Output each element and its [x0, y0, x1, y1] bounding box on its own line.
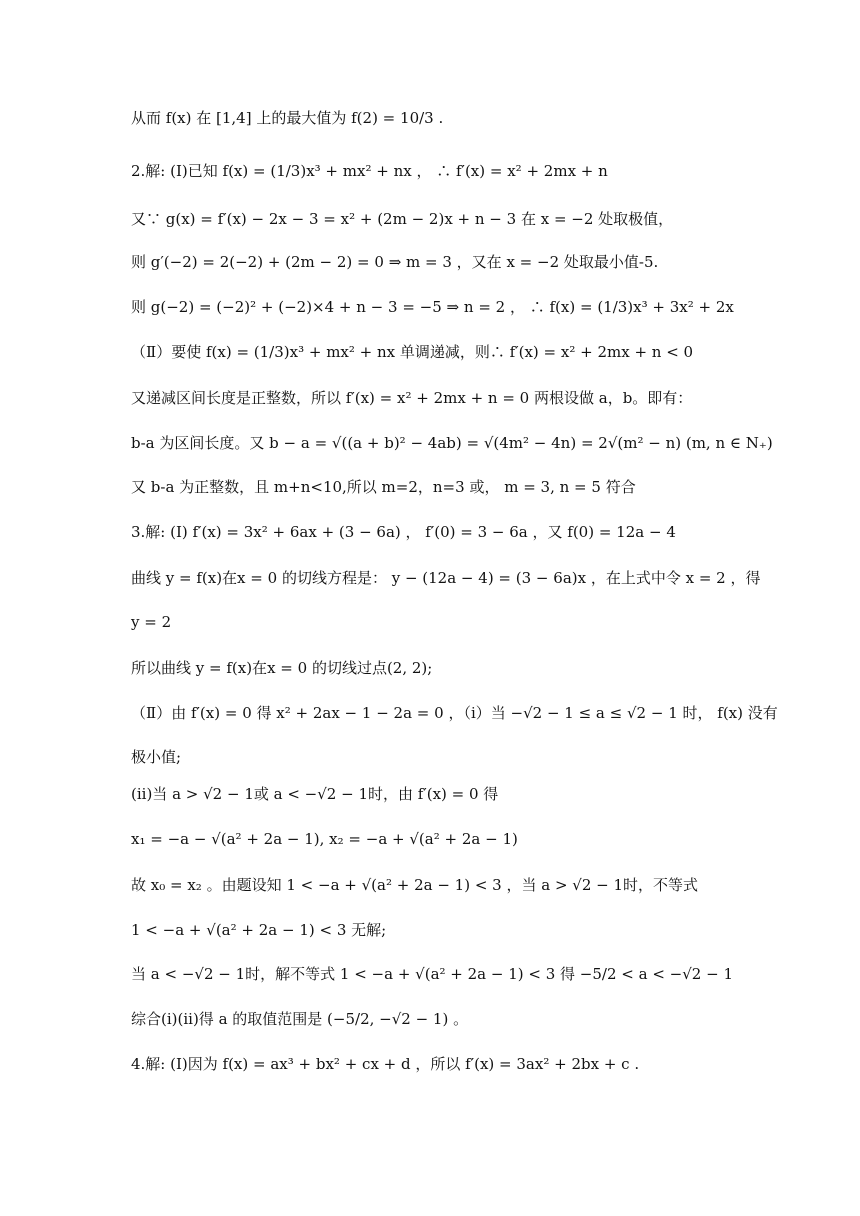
text-line: 故 x₀ = x₂ 。由题设知 1 < −a + √(a² + 2a − 1) < 3 ，当 a > √2 − 1时，不等式 — [131, 876, 699, 894]
text-line: 则 g(−2) = (−2)² + (−2)×4 + n − 3 = −5 ⇒ n = 2 ， ∴ f(x) = (1/3)x³ + 3x² + 2x — [131, 298, 734, 316]
text-line: 从而 f(x) 在 [1,4] 上的最大值为 f(2) = 10/3 . — [131, 109, 444, 127]
text-line: 4.解: (Ⅰ)因为 f(x) = ax³ + bx² + cx + d ，所以 f′(x) = 3ax² + 2bx + c . — [131, 1055, 640, 1073]
text-line: 综合(i)(ii)得 a 的取值范围是 (−5/2, −√2 − 1) 。 — [131, 1010, 469, 1028]
text-line: 又递减区间长度是正整数，所以 f′(x) = x² + 2mx + n = 0 两根设做 a，b。即有： — [131, 389, 693, 407]
text-line: （Ⅱ）由 f′(x) = 0 得 x² + 2ax − 1 − 2a = 0 ，（i）当 −√2 − 1 ≤ a ≤ √2 − 1 时， f(x) 没有 — [131, 704, 778, 722]
text-line: b-a 为区间长度。又 b − a = √((a + b)² − 4ab) = √(4m² − 4n) = 2√(m² − n) (m, n ∈ N₊) — [131, 434, 773, 452]
text-line: 2.解: (Ⅰ)已知 f(x) = (1/3)x³ + mx² + nx ， ∴ f′(x) = x² + 2mx + n — [131, 162, 608, 180]
text-line: 当 a < −√2 − 1时，解不等式 1 < −a + √(a² + 2a − 1) < 3 得 −5/2 < a < −√2 − 1 — [131, 965, 733, 983]
text-line: x₁ = −a − √(a² + 2a − 1), x₂ = −a + √(a² + 2a − 1) — [131, 830, 518, 848]
text-line: 又∵ g(x) = f′(x) − 2x − 3 = x² + (2m − 2)x + n − 3 在 x = −2 处取极值， — [131, 210, 674, 228]
text-line: 曲线 y = f(x)在x = 0 的切线方程是： y − (12a − 4) = (3 − 6a)x ，在上式中令 x = 2 ，得 — [131, 569, 761, 587]
text-line: 3.解: (Ⅰ) f′(x) = 3x² + 6ax + (3 − 6a) ， f′(0) = 3 − 6a ，又 f(0) = 12a − 4 — [131, 523, 676, 541]
text-line: (ii)当 a > √2 − 1或 a < −√2 − 1时，由 f′(x) = 0 得 — [131, 785, 499, 803]
text-line: 则 g′(−2) = 2(−2) + (2m − 2) = 0 ⇒ m = 3 ，又在 x = −2 处取最小值-5. — [131, 253, 659, 271]
text-line: 又 b-a 为正整数，且 m+n<10,所以 m=2，n=3 或， m = 3, n = 5 符合 — [131, 478, 636, 496]
text-line: 所以曲线 y = f(x)在x = 0 的切线过点(2, 2); — [131, 659, 433, 677]
text-line: 极小值; — [131, 748, 182, 766]
text-line: y = 2 — [131, 613, 172, 631]
text-line: 1 < −a + √(a² + 2a − 1) < 3 无解; — [131, 921, 387, 939]
text-line: （Ⅱ）要使 f(x) = (1/3)x³ + mx² + nx 单调递减，则∴ f′(x) = x² + 2mx + n < 0 — [131, 343, 694, 361]
